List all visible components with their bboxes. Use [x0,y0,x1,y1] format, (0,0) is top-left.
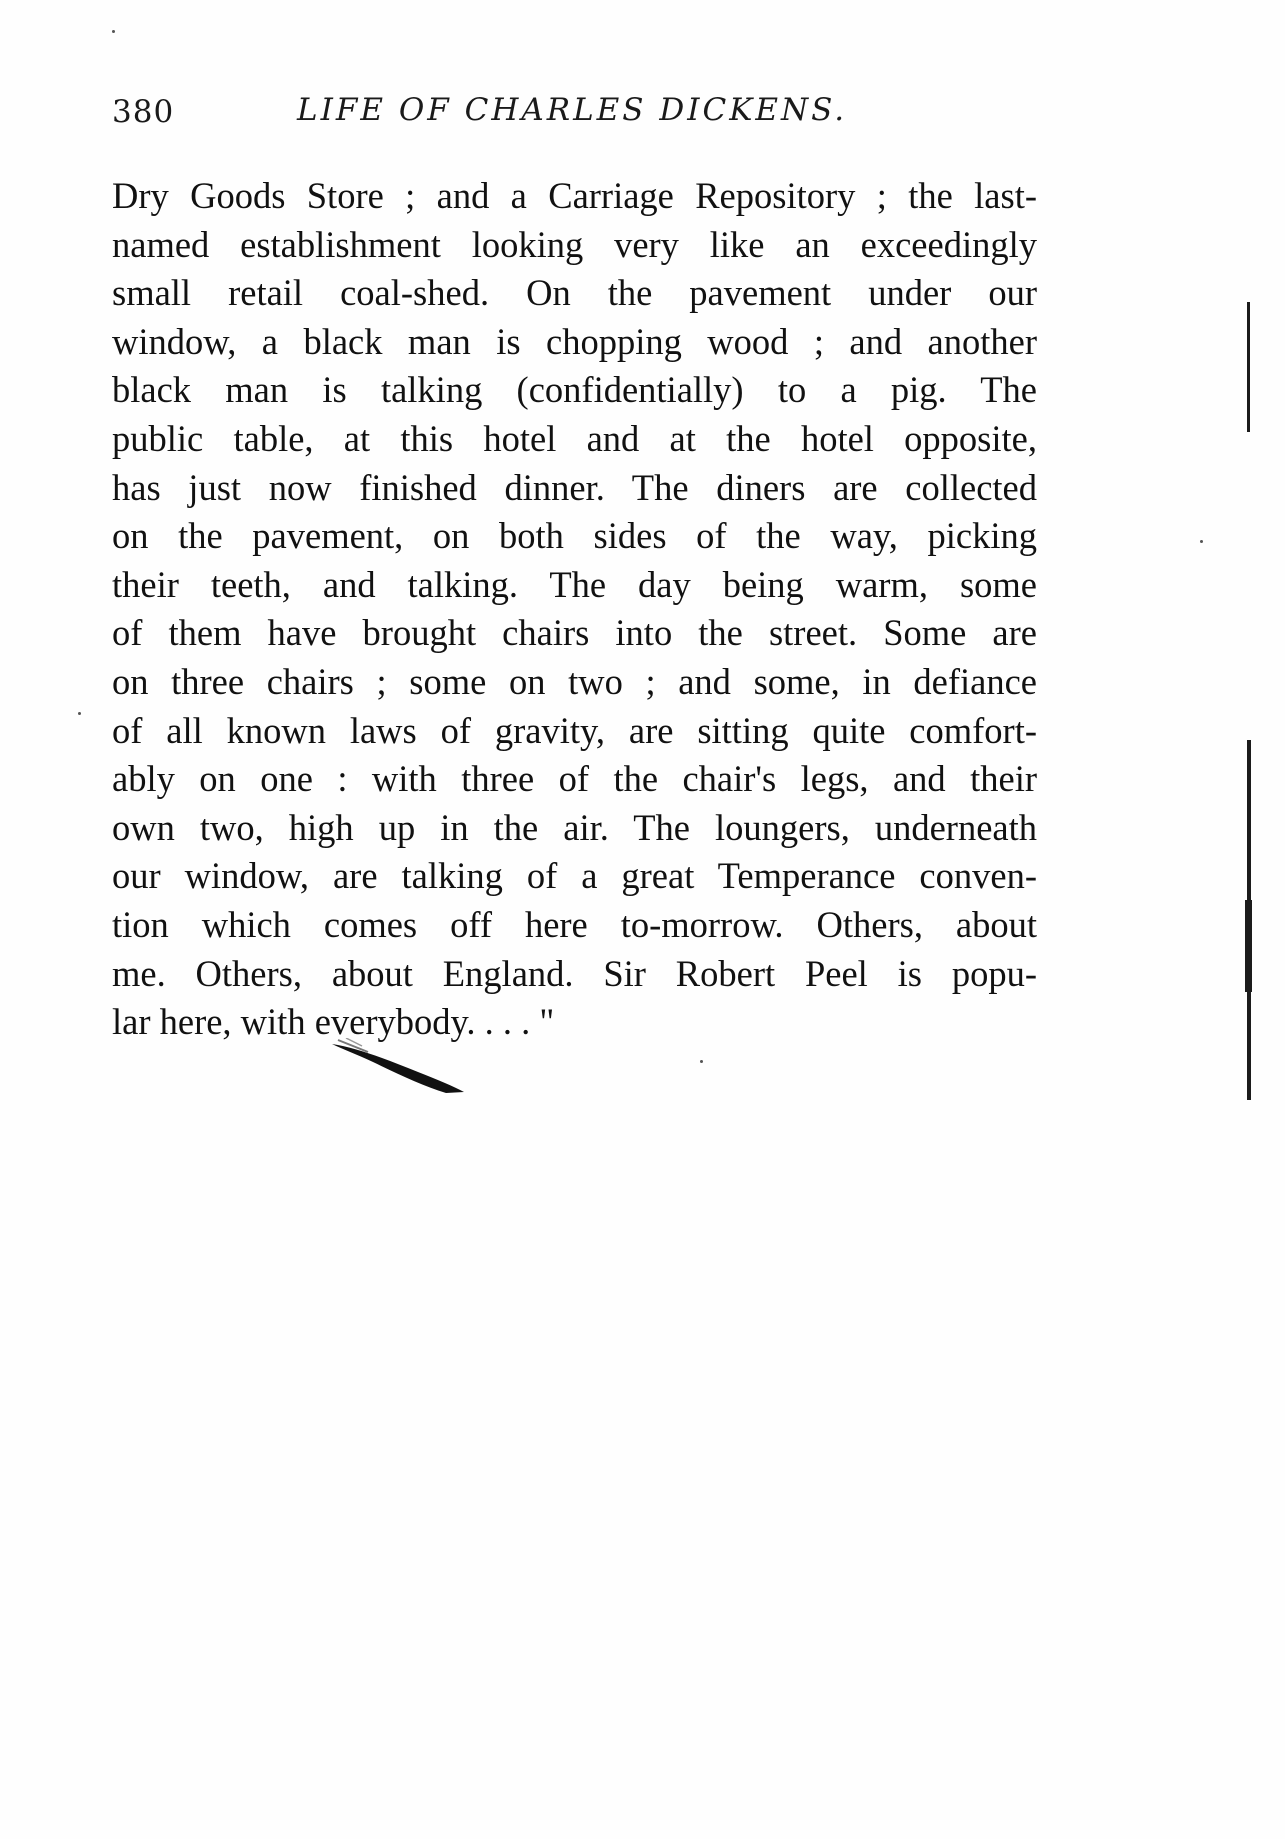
text-line: me. Others, about England. Sir Robert Peel is popu- [112,952,1037,994]
text-line: small retail coal-shed. On the pavement under our [112,272,1037,314]
text-line: public table, at this hotel and at the hotel opposite, [112,417,1037,459]
margin-scan-mark [1245,900,1252,992]
text-line: of all known laws of gravity, are sitting quite comfort- [112,709,1037,751]
ink-smudge [328,1038,468,1094]
text-line: black man is talking (confidentially) to a pig. The [112,369,1037,411]
text-line: of them have brought chairs into the street. Some are [112,612,1037,654]
text-line: ably on one : with three of the chair's legs, and their [112,758,1037,800]
text-line: our window, are talking of a great Temperance conven- [112,855,1037,897]
text-line: on the pavement, on both sides of the way, picking [112,515,1037,557]
text-line: named establishment looking very like an exceedingly [112,223,1037,265]
page-number: 380 [112,94,175,130]
scan-speck [1200,540,1203,543]
running-header [112,88,1037,138]
text-line: on three chairs ; some on two ; and some, in defiance [112,660,1037,702]
text-line: own two, high up in the air. The loungers, underneath [112,806,1037,848]
text-line: their teeth, and talking. The day being warm, some [112,563,1037,605]
scan-speck [700,1060,703,1063]
text-line: lar here, with everybody. . . . " [112,1001,555,1043]
margin-scan-mark [1247,302,1250,432]
running-title: LIFE OF CHARLES DICKENS. [297,92,848,128]
body-text [112,172,1037,1047]
scan-speck [78,712,81,715]
text-line: tion which comes off here to-morrow. Others, about [112,903,1037,945]
scan-speck [112,30,115,33]
text-line: Dry Goods Store ; and a Carriage Repository ; the last- [112,175,1037,216]
text-line: window, a black man is chopping wood ; and another [112,320,1037,362]
text-line: has just now finished dinner. The diners are collected [112,466,1037,508]
